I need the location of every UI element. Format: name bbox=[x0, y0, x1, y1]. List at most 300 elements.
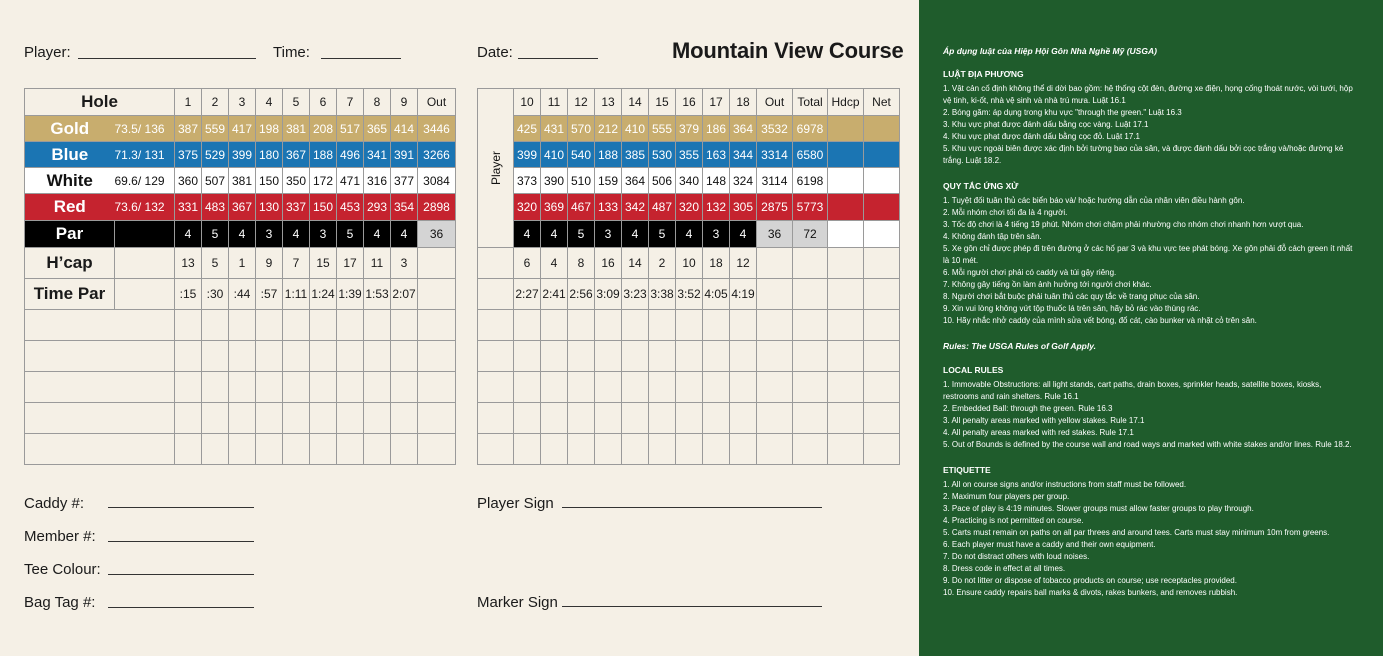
yardage-cell: 496 bbox=[337, 142, 364, 168]
yardage-cell: 148 bbox=[703, 168, 730, 194]
score-entry-cell[interactable] bbox=[229, 310, 256, 341]
score-total-cell[interactable] bbox=[864, 372, 900, 403]
player-initial-cell[interactable] bbox=[478, 403, 514, 434]
hole-number: 2 bbox=[202, 89, 229, 116]
rule-item: 3. Pace of play is 4:19 minutes. Slower groups must allow faster groups to play through. bbox=[943, 504, 1254, 513]
score-entry-cell[interactable] bbox=[337, 372, 364, 403]
hole-number: 14 bbox=[622, 89, 649, 116]
gold-tee-back-row bbox=[478, 116, 900, 142]
score-entry-cell[interactable] bbox=[364, 434, 391, 465]
course-title: Mountain View Course bbox=[672, 38, 904, 63]
white-tee-label: White bbox=[25, 168, 115, 194]
score-entry-cell[interactable] bbox=[622, 372, 649, 403]
player-blank bbox=[478, 248, 514, 279]
yardage-cell: 320 bbox=[514, 194, 541, 221]
yardage-cell: 180 bbox=[256, 142, 283, 168]
bag-tag-line[interactable] bbox=[108, 607, 254, 608]
par-cell: 4 bbox=[676, 221, 703, 248]
score-entry-cell[interactable] bbox=[337, 403, 364, 434]
score-entry-cell[interactable] bbox=[649, 372, 676, 403]
player-score-row bbox=[478, 403, 900, 434]
par-cell: 3 bbox=[256, 221, 283, 248]
yardage-cell: 337 bbox=[283, 194, 310, 221]
score-entry-cell[interactable] bbox=[175, 341, 202, 372]
time-par-extra bbox=[793, 279, 828, 310]
hcap-extra bbox=[864, 248, 900, 279]
player-initial-cell[interactable] bbox=[478, 341, 514, 372]
score-entry-cell[interactable] bbox=[730, 434, 757, 465]
player-name-line[interactable] bbox=[78, 58, 256, 59]
hcap-cell: 14 bbox=[622, 248, 649, 279]
player-initial-cell[interactable] bbox=[478, 434, 514, 465]
gold-tee-row bbox=[25, 116, 456, 142]
player-name-cell[interactable] bbox=[25, 403, 175, 434]
yardage-cell: 570 bbox=[568, 116, 595, 142]
hcap-blank bbox=[115, 248, 175, 279]
yardage-cell: 410 bbox=[622, 116, 649, 142]
score-entry-cell[interactable] bbox=[595, 403, 622, 434]
score-out-cell[interactable] bbox=[418, 310, 456, 341]
hcap-extra bbox=[828, 248, 864, 279]
hcap-extra bbox=[793, 248, 828, 279]
back-par-row bbox=[478, 221, 900, 248]
score-entry-cell[interactable] bbox=[337, 310, 364, 341]
hcap-cell: 11 bbox=[364, 248, 391, 279]
back-hcap-row bbox=[478, 248, 900, 279]
net-header: Net bbox=[864, 89, 900, 116]
hole-number: 16 bbox=[676, 89, 703, 116]
score-total-cell[interactable] bbox=[793, 310, 828, 341]
rule-item: 1. All on course signs and/or instructions from staff must be followed. bbox=[943, 480, 1187, 489]
red-tee-rating: 73.6/ 132 bbox=[115, 194, 175, 221]
front-nine-table bbox=[24, 88, 456, 465]
time-par-extra bbox=[757, 279, 793, 310]
score-entry-cell[interactable] bbox=[364, 341, 391, 372]
bag-tag-label: Bag Tag #: bbox=[24, 594, 96, 611]
rule-item: 6. Each player must have a caddy and their own equipment. bbox=[943, 540, 1156, 549]
tee-colour-line[interactable] bbox=[108, 574, 254, 575]
score-total-cell[interactable] bbox=[828, 434, 864, 465]
blue-tee-back-row bbox=[478, 142, 900, 168]
player-score-row bbox=[478, 341, 900, 372]
player-name-cell[interactable] bbox=[25, 372, 175, 403]
time-par-cell: 2:41 bbox=[541, 279, 568, 310]
score-total-cell[interactable] bbox=[864, 310, 900, 341]
yardage-cell: 414 bbox=[391, 116, 418, 142]
score-entry-cell[interactable] bbox=[595, 310, 622, 341]
score-entry-cell[interactable] bbox=[364, 372, 391, 403]
rule-item: 7. Không gây tiếng ồn làm ảnh hưởng tới người chơi khác. bbox=[943, 280, 1152, 289]
score-entry-cell[interactable] bbox=[202, 341, 229, 372]
rule-item: 10. Ensure caddy repairs ball marks & divots, rakes bunkers, and removes rubbish. bbox=[943, 588, 1238, 597]
yardage-cell: 529 bbox=[202, 142, 229, 168]
score-entry-cell[interactable] bbox=[676, 341, 703, 372]
yardage-cell: 517 bbox=[337, 116, 364, 142]
out-total: 3114 bbox=[757, 168, 793, 194]
par-cell: 4 bbox=[514, 221, 541, 248]
score-entry-cell[interactable] bbox=[703, 403, 730, 434]
out-total: 2875 bbox=[757, 194, 793, 221]
score-entry-cell[interactable] bbox=[202, 434, 229, 465]
score-entry-cell[interactable] bbox=[541, 403, 568, 434]
yardage-cell: 331 bbox=[175, 194, 202, 221]
score-entry-cell[interactable] bbox=[568, 372, 595, 403]
par-cell: 4 bbox=[391, 221, 418, 248]
score-entry-cell[interactable] bbox=[175, 310, 202, 341]
white-tee-back-row bbox=[478, 168, 900, 194]
score-entry-cell[interactable] bbox=[229, 403, 256, 434]
score-entry-cell[interactable] bbox=[175, 372, 202, 403]
rule-item: 4. All penalty areas marked with red stakes. Rule 17.1 bbox=[943, 428, 1134, 437]
local-rules-vi-list bbox=[943, 83, 1359, 167]
score-out-cell[interactable] bbox=[418, 372, 456, 403]
caddy-line[interactable] bbox=[108, 507, 254, 508]
player-score-row bbox=[25, 310, 456, 341]
hdcp-cell bbox=[828, 194, 864, 221]
rule-item: 1. Tuyệt đối tuân thủ các biển báo và/ hoặc hướng dẫn của nhân viên điều hành gôn. bbox=[943, 196, 1245, 205]
score-entry-cell[interactable] bbox=[676, 403, 703, 434]
score-entry-cell[interactable] bbox=[364, 310, 391, 341]
hcap-cell: 4 bbox=[541, 248, 568, 279]
player-initial-cell[interactable] bbox=[478, 372, 514, 403]
date-line[interactable] bbox=[518, 58, 598, 59]
hole-number: 10 bbox=[514, 89, 541, 116]
score-entry-cell[interactable] bbox=[595, 341, 622, 372]
caddy-label: Caddy #: bbox=[24, 495, 85, 512]
member-line[interactable] bbox=[108, 541, 254, 542]
score-entry-cell[interactable] bbox=[622, 310, 649, 341]
score-entry-cell[interactable] bbox=[310, 310, 337, 341]
score-entry-cell[interactable] bbox=[175, 434, 202, 465]
hdcp-cell bbox=[828, 142, 864, 168]
marker-sign-line[interactable] bbox=[562, 606, 822, 607]
score-entry-cell[interactable] bbox=[730, 403, 757, 434]
score-entry-cell[interactable] bbox=[256, 372, 283, 403]
score-total-cell[interactable] bbox=[864, 434, 900, 465]
player-score-row bbox=[25, 341, 456, 372]
score-entry-cell[interactable] bbox=[649, 403, 676, 434]
yardage-cell: 320 bbox=[676, 194, 703, 221]
player-name-cell[interactable] bbox=[25, 434, 175, 465]
par-out: 36 bbox=[418, 221, 456, 248]
score-total-cell[interactable] bbox=[757, 310, 793, 341]
score-entry-cell[interactable] bbox=[202, 310, 229, 341]
yardage-cell: 305 bbox=[730, 194, 757, 221]
score-entry-cell[interactable] bbox=[568, 341, 595, 372]
score-entry-cell[interactable] bbox=[229, 341, 256, 372]
yardage-cell: 132 bbox=[703, 194, 730, 221]
yardage-cell: 410 bbox=[541, 142, 568, 168]
score-entry-cell[interactable] bbox=[541, 341, 568, 372]
hole-number: 15 bbox=[649, 89, 676, 116]
yardage-cell: 540 bbox=[568, 142, 595, 168]
rule-item: 2. Embedded Ball: through the green. Rule 16.3 bbox=[943, 404, 1113, 413]
score-entry-cell[interactable] bbox=[703, 434, 730, 465]
rule-item: 5. Out of Bounds is defined by the course wall and road ways and marked with white stakes and/or lines. Rule 18.2. bbox=[943, 440, 1352, 449]
score-entry-cell[interactable] bbox=[541, 372, 568, 403]
score-entry-cell[interactable] bbox=[676, 310, 703, 341]
score-entry-cell[interactable] bbox=[229, 372, 256, 403]
score-entry-cell[interactable] bbox=[337, 434, 364, 465]
score-entry-cell[interactable] bbox=[514, 434, 541, 465]
score-entry-cell[interactable] bbox=[283, 341, 310, 372]
net-cell bbox=[864, 194, 900, 221]
player-initial-cell[interactable] bbox=[478, 310, 514, 341]
score-total-cell[interactable] bbox=[757, 403, 793, 434]
score-entry-cell[interactable] bbox=[229, 434, 256, 465]
player-name-cell[interactable] bbox=[25, 310, 175, 341]
back-time-par-row bbox=[478, 279, 900, 310]
score-entry-cell[interactable] bbox=[175, 403, 202, 434]
yardage-cell: 367 bbox=[229, 194, 256, 221]
yardage-cell: 188 bbox=[310, 142, 337, 168]
rule-item: 5. Xe gôn chỉ được phép đi trên đường ở các hố par 3 và khu vực tee phát bóng. Xe gôn phải đỗ cách green ít nhất là 10 mét. bbox=[943, 244, 1353, 265]
score-total-cell[interactable] bbox=[828, 310, 864, 341]
time-par-label: Time Par bbox=[25, 279, 115, 310]
score-entry-cell[interactable] bbox=[310, 434, 337, 465]
blue-tee-rating: 71.3/ 131 bbox=[115, 142, 175, 168]
score-out-cell[interactable] bbox=[418, 341, 456, 372]
yardage-cell: 198 bbox=[256, 116, 283, 142]
grand-total: 6978 bbox=[793, 116, 828, 142]
red-tee-label: Red bbox=[25, 194, 115, 221]
par-cell: 4 bbox=[229, 221, 256, 248]
blue-tee-label: Blue bbox=[25, 142, 115, 168]
out-total: 3084 bbox=[418, 168, 456, 194]
time-par-out bbox=[418, 279, 456, 310]
score-entry-cell[interactable] bbox=[703, 341, 730, 372]
score-entry-cell[interactable] bbox=[256, 403, 283, 434]
yardage-cell: 186 bbox=[703, 116, 730, 142]
hcap-cell: 13 bbox=[175, 248, 202, 279]
player-score-row bbox=[25, 372, 456, 403]
score-entry-cell[interactable] bbox=[595, 372, 622, 403]
par-cell: 5 bbox=[202, 221, 229, 248]
time-par-extra bbox=[828, 279, 864, 310]
hcap-cell: 3 bbox=[391, 248, 418, 279]
score-entry-cell[interactable] bbox=[202, 372, 229, 403]
score-entry-cell[interactable] bbox=[310, 372, 337, 403]
score-entry-cell[interactable] bbox=[676, 372, 703, 403]
yardage-cell: 212 bbox=[595, 116, 622, 142]
score-total-cell[interactable] bbox=[828, 372, 864, 403]
rules-panel bbox=[919, 0, 1383, 656]
score-entry-cell[interactable] bbox=[649, 341, 676, 372]
time-par-cell: 1:53 bbox=[364, 279, 391, 310]
par-cell: 5 bbox=[649, 221, 676, 248]
score-entry-cell[interactable] bbox=[649, 434, 676, 465]
score-entry-cell[interactable] bbox=[649, 310, 676, 341]
yardage-cell: 381 bbox=[283, 116, 310, 142]
score-entry-cell[interactable] bbox=[568, 310, 595, 341]
hole-number: 13 bbox=[595, 89, 622, 116]
score-entry-cell[interactable] bbox=[283, 310, 310, 341]
rule-item: 2. Bóng găm: áp dụng trong khu vực "through the green." Luật 16.3 bbox=[943, 108, 1182, 117]
score-entry-cell[interactable] bbox=[391, 372, 418, 403]
score-entry-cell[interactable] bbox=[514, 310, 541, 341]
player-score-row bbox=[25, 403, 456, 434]
back-hole-row bbox=[478, 89, 900, 116]
yardage-cell: 507 bbox=[202, 168, 229, 194]
rule-item: 10. Hãy nhắc nhở caddy của mình sửa vết bóng, đổ cát, cào bunker và nhặt cỏ trên sân. bbox=[943, 316, 1257, 325]
score-entry-cell[interactable] bbox=[595, 434, 622, 465]
score-total-cell[interactable] bbox=[864, 403, 900, 434]
score-total-cell[interactable] bbox=[757, 434, 793, 465]
hcap-cell: 8 bbox=[568, 248, 595, 279]
score-entry-cell[interactable] bbox=[310, 341, 337, 372]
score-entry-cell[interactable] bbox=[364, 403, 391, 434]
yardage-cell: 342 bbox=[622, 194, 649, 221]
time-line[interactable] bbox=[321, 58, 401, 59]
score-entry-cell[interactable] bbox=[622, 403, 649, 434]
score-entry-cell[interactable] bbox=[568, 403, 595, 434]
player-name-cell[interactable] bbox=[25, 341, 175, 372]
yardage-cell: 431 bbox=[541, 116, 568, 142]
score-entry-cell[interactable] bbox=[676, 434, 703, 465]
yardage-cell: 555 bbox=[649, 116, 676, 142]
score-entry-cell[interactable] bbox=[622, 341, 649, 372]
score-total-cell[interactable] bbox=[793, 372, 828, 403]
time-par-extra bbox=[864, 279, 900, 310]
score-entry-cell[interactable] bbox=[337, 341, 364, 372]
out-total: 3314 bbox=[757, 142, 793, 168]
player-vertical-label: Player bbox=[488, 150, 503, 186]
yardage-cell: 487 bbox=[649, 194, 676, 221]
yardage-cell: 483 bbox=[202, 194, 229, 221]
yardage-cell: 559 bbox=[202, 116, 229, 142]
hcap-cell: 7 bbox=[283, 248, 310, 279]
score-entry-cell[interactable] bbox=[703, 310, 730, 341]
net-cell bbox=[864, 142, 900, 168]
time-par-cell: :30 bbox=[202, 279, 229, 310]
hole-number: 8 bbox=[364, 89, 391, 116]
out-total: 3532 bbox=[757, 116, 793, 142]
time-par-cell: 4:05 bbox=[703, 279, 730, 310]
hdcp-cell bbox=[828, 116, 864, 142]
yardage-cell: 355 bbox=[676, 142, 703, 168]
par-cell: 4 bbox=[541, 221, 568, 248]
player-sign-label: Player Sign bbox=[477, 495, 554, 512]
score-entry-cell[interactable] bbox=[703, 372, 730, 403]
net-cell bbox=[864, 116, 900, 142]
hole-number: 1 bbox=[175, 89, 202, 116]
score-entry-cell[interactable] bbox=[256, 434, 283, 465]
yardage-cell: 150 bbox=[310, 194, 337, 221]
score-entry-cell[interactable] bbox=[391, 341, 418, 372]
rule-item: 6. Mỗi người chơi phải có caddy và túi gậy riêng. bbox=[943, 268, 1117, 277]
player-sign-line[interactable] bbox=[562, 507, 822, 508]
yardage-cell: 344 bbox=[730, 142, 757, 168]
conduct-vi-heading: QUY TẮC ỨNG XỬ bbox=[943, 181, 1019, 191]
score-total-cell[interactable] bbox=[757, 372, 793, 403]
yardage-cell: 381 bbox=[229, 168, 256, 194]
score-total-cell[interactable] bbox=[793, 434, 828, 465]
yardage-cell: 163 bbox=[703, 142, 730, 168]
yardage-cell: 350 bbox=[283, 168, 310, 194]
red-tee-back-row bbox=[478, 194, 900, 221]
score-entry-cell[interactable] bbox=[730, 310, 757, 341]
etiquette-heading: ETIQUETTE bbox=[943, 465, 991, 475]
score-entry-cell[interactable] bbox=[730, 372, 757, 403]
score-entry-cell[interactable] bbox=[256, 310, 283, 341]
player-label: Player: bbox=[24, 44, 71, 61]
yardage-cell: 172 bbox=[310, 168, 337, 194]
score-entry-cell[interactable] bbox=[541, 310, 568, 341]
grand-total: 5773 bbox=[793, 194, 828, 221]
score-entry-cell[interactable] bbox=[283, 434, 310, 465]
hole-number: 11 bbox=[541, 89, 568, 116]
yardage-cell: 324 bbox=[730, 168, 757, 194]
hole-number: 18 bbox=[730, 89, 757, 116]
hole-number: 12 bbox=[568, 89, 595, 116]
score-total-cell[interactable] bbox=[828, 403, 864, 434]
time-par-cell: :57 bbox=[256, 279, 283, 310]
time-par-cell: 4:19 bbox=[730, 279, 757, 310]
time-par-cell: 1:24 bbox=[310, 279, 337, 310]
score-total-cell[interactable] bbox=[828, 341, 864, 372]
score-entry-cell[interactable] bbox=[514, 341, 541, 372]
hdcp-cell bbox=[828, 168, 864, 194]
player-blank bbox=[478, 279, 514, 310]
rule-item: 4. Practicing is not permitted on course. bbox=[943, 516, 1084, 525]
yardage-cell: 373 bbox=[514, 168, 541, 194]
time-par-row bbox=[25, 279, 456, 310]
time-label: Time: bbox=[273, 44, 310, 61]
score-entry-cell[interactable] bbox=[283, 372, 310, 403]
marker-sign-label: Marker Sign bbox=[477, 594, 558, 611]
hole-row bbox=[25, 89, 456, 116]
score-entry-cell[interactable] bbox=[256, 341, 283, 372]
member-label: Member #: bbox=[24, 528, 96, 545]
score-entry-cell[interactable] bbox=[622, 434, 649, 465]
score-total-cell[interactable] bbox=[864, 341, 900, 372]
score-entry-cell[interactable] bbox=[514, 403, 541, 434]
net-cell bbox=[864, 221, 900, 248]
yardage-cell: 510 bbox=[568, 168, 595, 194]
score-entry-cell[interactable] bbox=[514, 372, 541, 403]
score-total-cell[interactable] bbox=[757, 341, 793, 372]
score-entry-cell[interactable] bbox=[202, 403, 229, 434]
yardage-cell: 188 bbox=[595, 142, 622, 168]
score-out-cell[interactable] bbox=[418, 434, 456, 465]
par-cell: 3 bbox=[595, 221, 622, 248]
score-entry-cell[interactable] bbox=[541, 434, 568, 465]
score-entry-cell[interactable] bbox=[391, 403, 418, 434]
par-cell: 4 bbox=[175, 221, 202, 248]
time-par-cell: 1:39 bbox=[337, 279, 364, 310]
yardage-cell: 364 bbox=[622, 168, 649, 194]
score-total-cell[interactable] bbox=[793, 341, 828, 372]
hcap-cell: 2 bbox=[649, 248, 676, 279]
rule-item: 5. Khu vực ngoài biên được xác định bởi tường bao của sân, và được đánh dấu bởi cọc trắng và/hoặc đường kẻ trắng. Luật 18.2. bbox=[943, 144, 1344, 165]
yardage-cell: 390 bbox=[541, 168, 568, 194]
yardage-cell: 377 bbox=[391, 168, 418, 194]
score-out-cell[interactable] bbox=[418, 403, 456, 434]
rule-item: 3. Tốc độ chơi là 4 tiếng 19 phút. Nhóm chơi chậm phải nhường cho nhóm chơi nhanh hơn vượt qua. bbox=[943, 220, 1304, 229]
score-entry-cell[interactable] bbox=[283, 403, 310, 434]
score-entry-cell[interactable] bbox=[391, 434, 418, 465]
score-entry-cell[interactable] bbox=[568, 434, 595, 465]
player-score-row bbox=[478, 372, 900, 403]
hole-number: 9 bbox=[391, 89, 418, 116]
score-total-cell[interactable] bbox=[793, 403, 828, 434]
score-entry-cell[interactable] bbox=[730, 341, 757, 372]
player-column bbox=[478, 89, 514, 248]
score-entry-cell[interactable] bbox=[391, 310, 418, 341]
yardage-cell: 399 bbox=[229, 142, 256, 168]
hole-number: 3 bbox=[229, 89, 256, 116]
score-entry-cell[interactable] bbox=[310, 403, 337, 434]
